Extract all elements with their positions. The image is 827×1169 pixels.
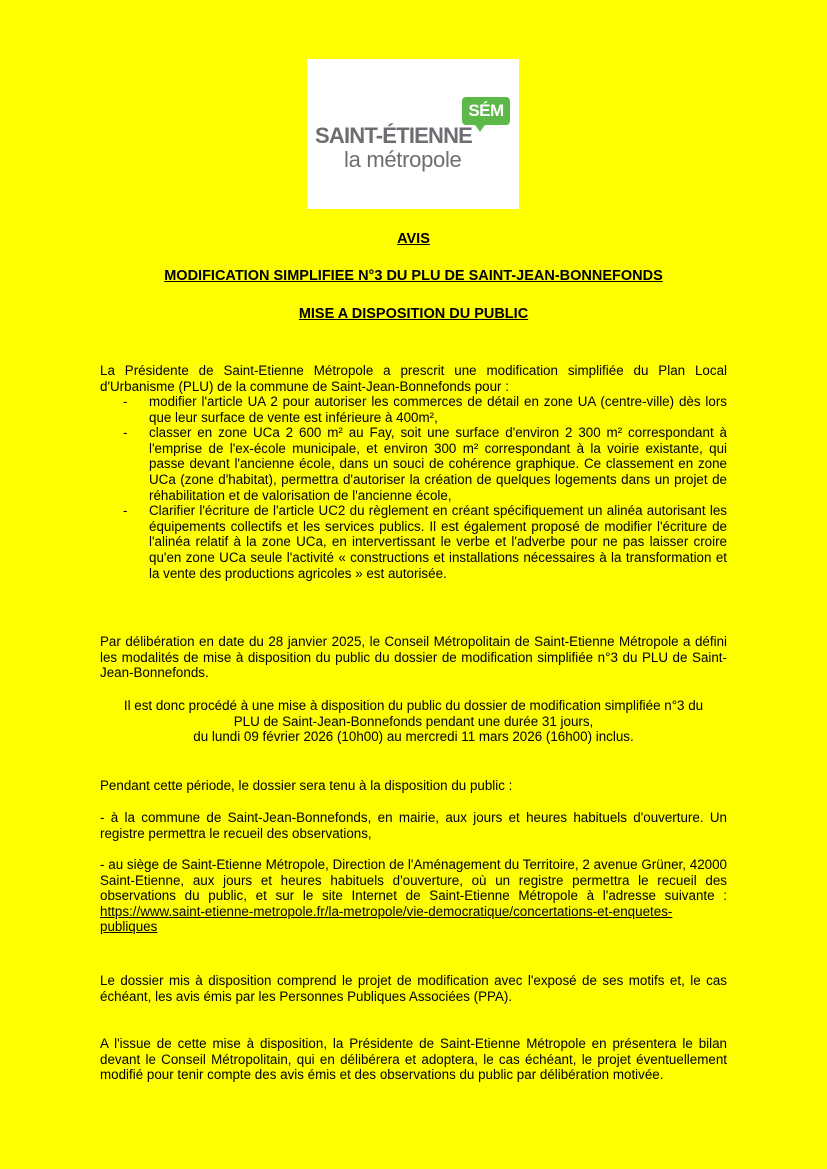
- centered-line: Il est donc procédé à une mise à disposition du public du dossier de modification simplifiée n°3 du: [123, 698, 704, 713]
- bullet-list: [100, 394, 727, 581]
- list-item-text: classer en zone UCa 2 600 m² au Fay, soit une surface d'environ 2 300 m² correspondant à l'emprise de l'ex-école municipale, et environ 300 m² correspondant à la voirie existante, qui passe devant l'ancienne école, dans un souci de cohérence graphique. Ce classement en zone UCa (zone d'habitat), permettra d'autoriser la création de quelques logements dans un projet de réhabilitation et de valorisation de l'ancienne école,: [149, 425, 727, 503]
- conclusion-paragraph: A l'issue de cette mise à disposition, la Présidente de Saint-Etienne Métropole en présentera le bilan devant le Conseil Métropolitain, qui en délibérera et adoptera, le cas échéant, le projet éventuellement modifié pour tenir compte des avis émis et des observations du public par délibération motivée.: [100, 1036, 727, 1083]
- logo-badge: SÉM: [462, 97, 510, 125]
- list-item-text: modifier l'article UA 2 pour autoriser les commerces de détail en zone UA (centre-ville) dès lors que leur surface de vente est inférieure à 400m²,: [149, 394, 727, 425]
- dossier-paragraph: Le dossier mis à disposition comprend le projet de modification avec l'exposé de ses motifs et, le cas échéant, les avis émis par les Personnes Publiques Associées (PPA).: [100, 973, 727, 1004]
- metropole-url-link[interactable]: https://www.saint-etienne-metropole.fr/la-metropole/vie-democratique/concertations-et-enquetes-publiques: [100, 903, 673, 935]
- centered-line: PLU de Saint-Jean-Bonnefonds pendant une durée 31 jours,: [233, 713, 594, 729]
- list-item: - classer en zone UCa 2 600 m² au Fay, soit une surface d'environ 2 300 m² correspondant à l'emprise de l'ex-école municipale, et environ 300 m² correspondant à la voirie existante, qui passe devant l'ancienne école, dans un souci de cohérence graphique. Ce classement en zone UCa (zone d'habitat), permettra d'autoriser la création de quelques logements dans un projet de réhabilitation et de valorisation de l'ancienne école,: [123, 425, 727, 503]
- deliberation-paragraph: Par délibération en date du 28 janvier 2025, le Conseil Métropolitain de Saint-Etienne Métropole a défini les modalités de mise à disposition du public du dossier de modification simplifiée n°3 du PLU de Saint-Jean-Bonnefonds.: [100, 634, 727, 681]
- siege-text: - au siège de Saint-Etienne Métropole, Direction de l'Aménagement du Territoire, 2 avenue Grüner, 42000 Saint-Etienne, aux jours et heures habituels d'ouverture, où un registre permettra le recueil des observations du public, et sur le site Internet de Saint-Etienne Métropole à l'adresse suivante :: [100, 857, 727, 904]
- logo: [307, 59, 519, 209]
- centered-block: [100, 698, 727, 745]
- logo-line2: la métropole: [344, 147, 462, 172]
- siege-paragraph: [100, 857, 727, 935]
- commune-paragraph: - à la commune de Saint-Jean-Bonnefonds, en mairie, aux jours et heures habituels d'ouverture. Un registre permettra le recueil des observations,: [100, 810, 727, 841]
- centered-line: du lundi 09 février 2026 (10h00) au mercredi 11 mars 2026 (16h00) inclus.: [193, 729, 634, 745]
- page-subtitle: MODIFICATION SIMPLIFIEE N°3 DU PLU DE SAINT-JEAN-BONNEFONDS: [164, 268, 663, 284]
- list-item-text: Clarifier l'écriture de l'article UC2 du règlement en créant spécifiquement un alinéa autorisant les équipements collectifs et les services publics. Il est également proposé de modifier l'écriture de l'alinéa relatif à la zone UCa, en intervertissant le verbe et l'adverbe pour ne pas laisser croire qu'en zone UCa seule l'activité « constructions et installations nécessaires à la transformation et la vente des productions agricoles » est autorisée.: [149, 503, 727, 581]
- intro-paragraph: La Présidente de Saint-Etienne Métropole a prescrit une modification simplifiée du Plan Local d'Urbanisme (PLU) de la commune de Saint-Jean-Bonnefonds pour :: [100, 363, 727, 394]
- page-title: AVIS: [397, 231, 430, 247]
- period-paragraph: Pendant cette période, le dossier sera tenu à la disposition du public :: [100, 778, 513, 793]
- list-item: - Clarifier l'écriture de l'article UC2 du règlement en créant spécifiquement un alinéa autorisant les équipements collectifs et les services publics. Il est également proposé de modifier l'écriture de l'alinéa relatif à la zone UCa, en intervertissant le verbe et l'adverbe pour ne pas laisser croire qu'en zone UCa seule l'activité « constructions et installations nécessaires à la transformation et la vente des productions agricoles » est autorisée.: [123, 503, 727, 581]
- list-item: - modifier l'article UA 2 pour autoriser les commerces de détail en zone UA (centre-ville) dès lors que leur surface de vente est inférieure à 400m²,: [123, 394, 727, 425]
- logo-line1: SAINT-ÉTIENNE: [315, 123, 473, 148]
- page-subtitle-2: MISE A DISPOSITION DU PUBLIC: [298, 306, 529, 322]
